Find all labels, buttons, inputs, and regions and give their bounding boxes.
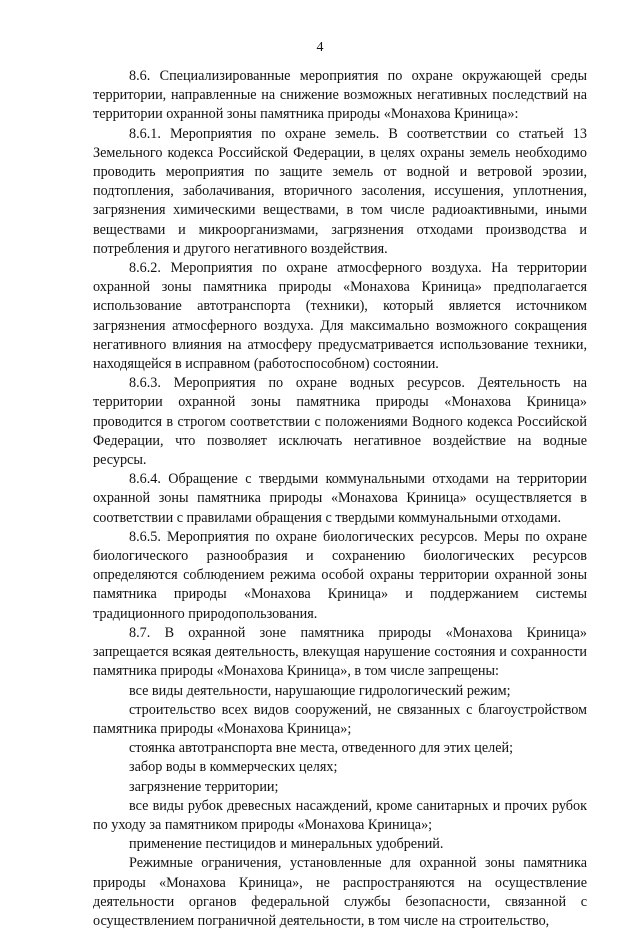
page-number: 4 — [316, 40, 324, 55]
paragraph-8-6-4: 8.6.4. Обращение с твердыми коммунальными отходами на территории охранной зоны памятника природы «Монахова Криница» осуществляется в соответствии с правилами обращения с твердыми коммунальными отходами. — [93, 471, 587, 526]
paragraph-restrictions: Режимные ограничения, установленные для охранной зоны памятника природы «Монахова Криница», не распространяются на осуществление деятельности органов федеральной службы безопасности, связанной с осуществлением пограничной деятельности, в том числе на строительство, — [93, 855, 587, 929]
prohibition-item: загрязнение территории; — [129, 778, 279, 795]
paragraph-8-6: 8.6. Специализированные мероприятия по охране окружающей среды территории, направленные на снижение возможных негативных последствий на территории охранной зоны памятника природы «Монахова Криница»: — [93, 68, 587, 123]
paragraph-8-6-3: 8.6.3. Мероприятия по охране водных ресурсов. Деятельность на территории охранной зоны памятника природы «Монахова Криница» проводится в строгом соответствии с положениями Водного кодекса Российской Федерации, что позволяет исключать негативное воздействие на водные ресурсы. — [93, 375, 587, 469]
paragraph-8-7: 8.7. В охранной зоне памятника природы «Монахова Криница» запрещается всякая деятельность, влекущая нарушение состояния и сохранности памятника природы «Монахова Криница», в том числе запрещены: — [93, 624, 587, 680]
prohibition-item: строительство всех видов сооружений, не связанных с благоустройством памятника природы «Монахова Криница»; — [93, 701, 587, 737]
prohibition-item: все виды деятельности, нарушающие гидрологический режим; — [129, 682, 511, 699]
prohibition-item: применение пестицидов и минеральных удобрений. — [129, 836, 444, 853]
prohibition-item: забор воды в коммерческих целях; — [129, 759, 338, 776]
paragraph-8-6-1: 8.6.1. Мероприятия по охране земель. В соответствии со статьей 13 Земельного кодекса Российской Федерации, в целях охраны земель необходимо проводить мероприятия по защите земель от водной и ветровой эрозии, подтопления, заболачивания, вторичного засоления, иссушения, уплотнения, загрязнения химическими веществами, в том числе радиоактивными, иными веществами и микроорганизмами, загрязнения отходами производства и потребления и другого негативного воздействия. — [93, 125, 587, 257]
paragraph-8-6-2: 8.6.2. Мероприятия по охране атмосферного воздуха. На территории охранной зоны памятника природы «Монахова Криница» предполагается использование автотранспорта (техники), который является источником загрязнения атмосферного воздуха. Для максимально возможного сокращения негативного влияния на атмосферу предусматривается использование техники, находящейся в исправном (работоспособном) состоянии. — [93, 260, 587, 373]
document-body — [93, 67, 587, 931]
prohibition-item: стоянка автотранспорта вне места, отведенного для этих целей; — [129, 740, 514, 757]
prohibition-item: все виды рубок древесных насаждений, кроме санитарных и прочих рубок по уходу за памятником природы «Монахова Криница»; — [93, 797, 587, 833]
paragraph-8-6-5: 8.6.5. Мероприятия по охране биологических ресурсов. Меры по охране биологического разнообразия и сохранению биологических ресурсов определяются соблюдением режима особой охраны территории охранной зоны памятника природы «Монахова Криница» и поддержанием системы традиционного природопользования. — [93, 528, 587, 622]
